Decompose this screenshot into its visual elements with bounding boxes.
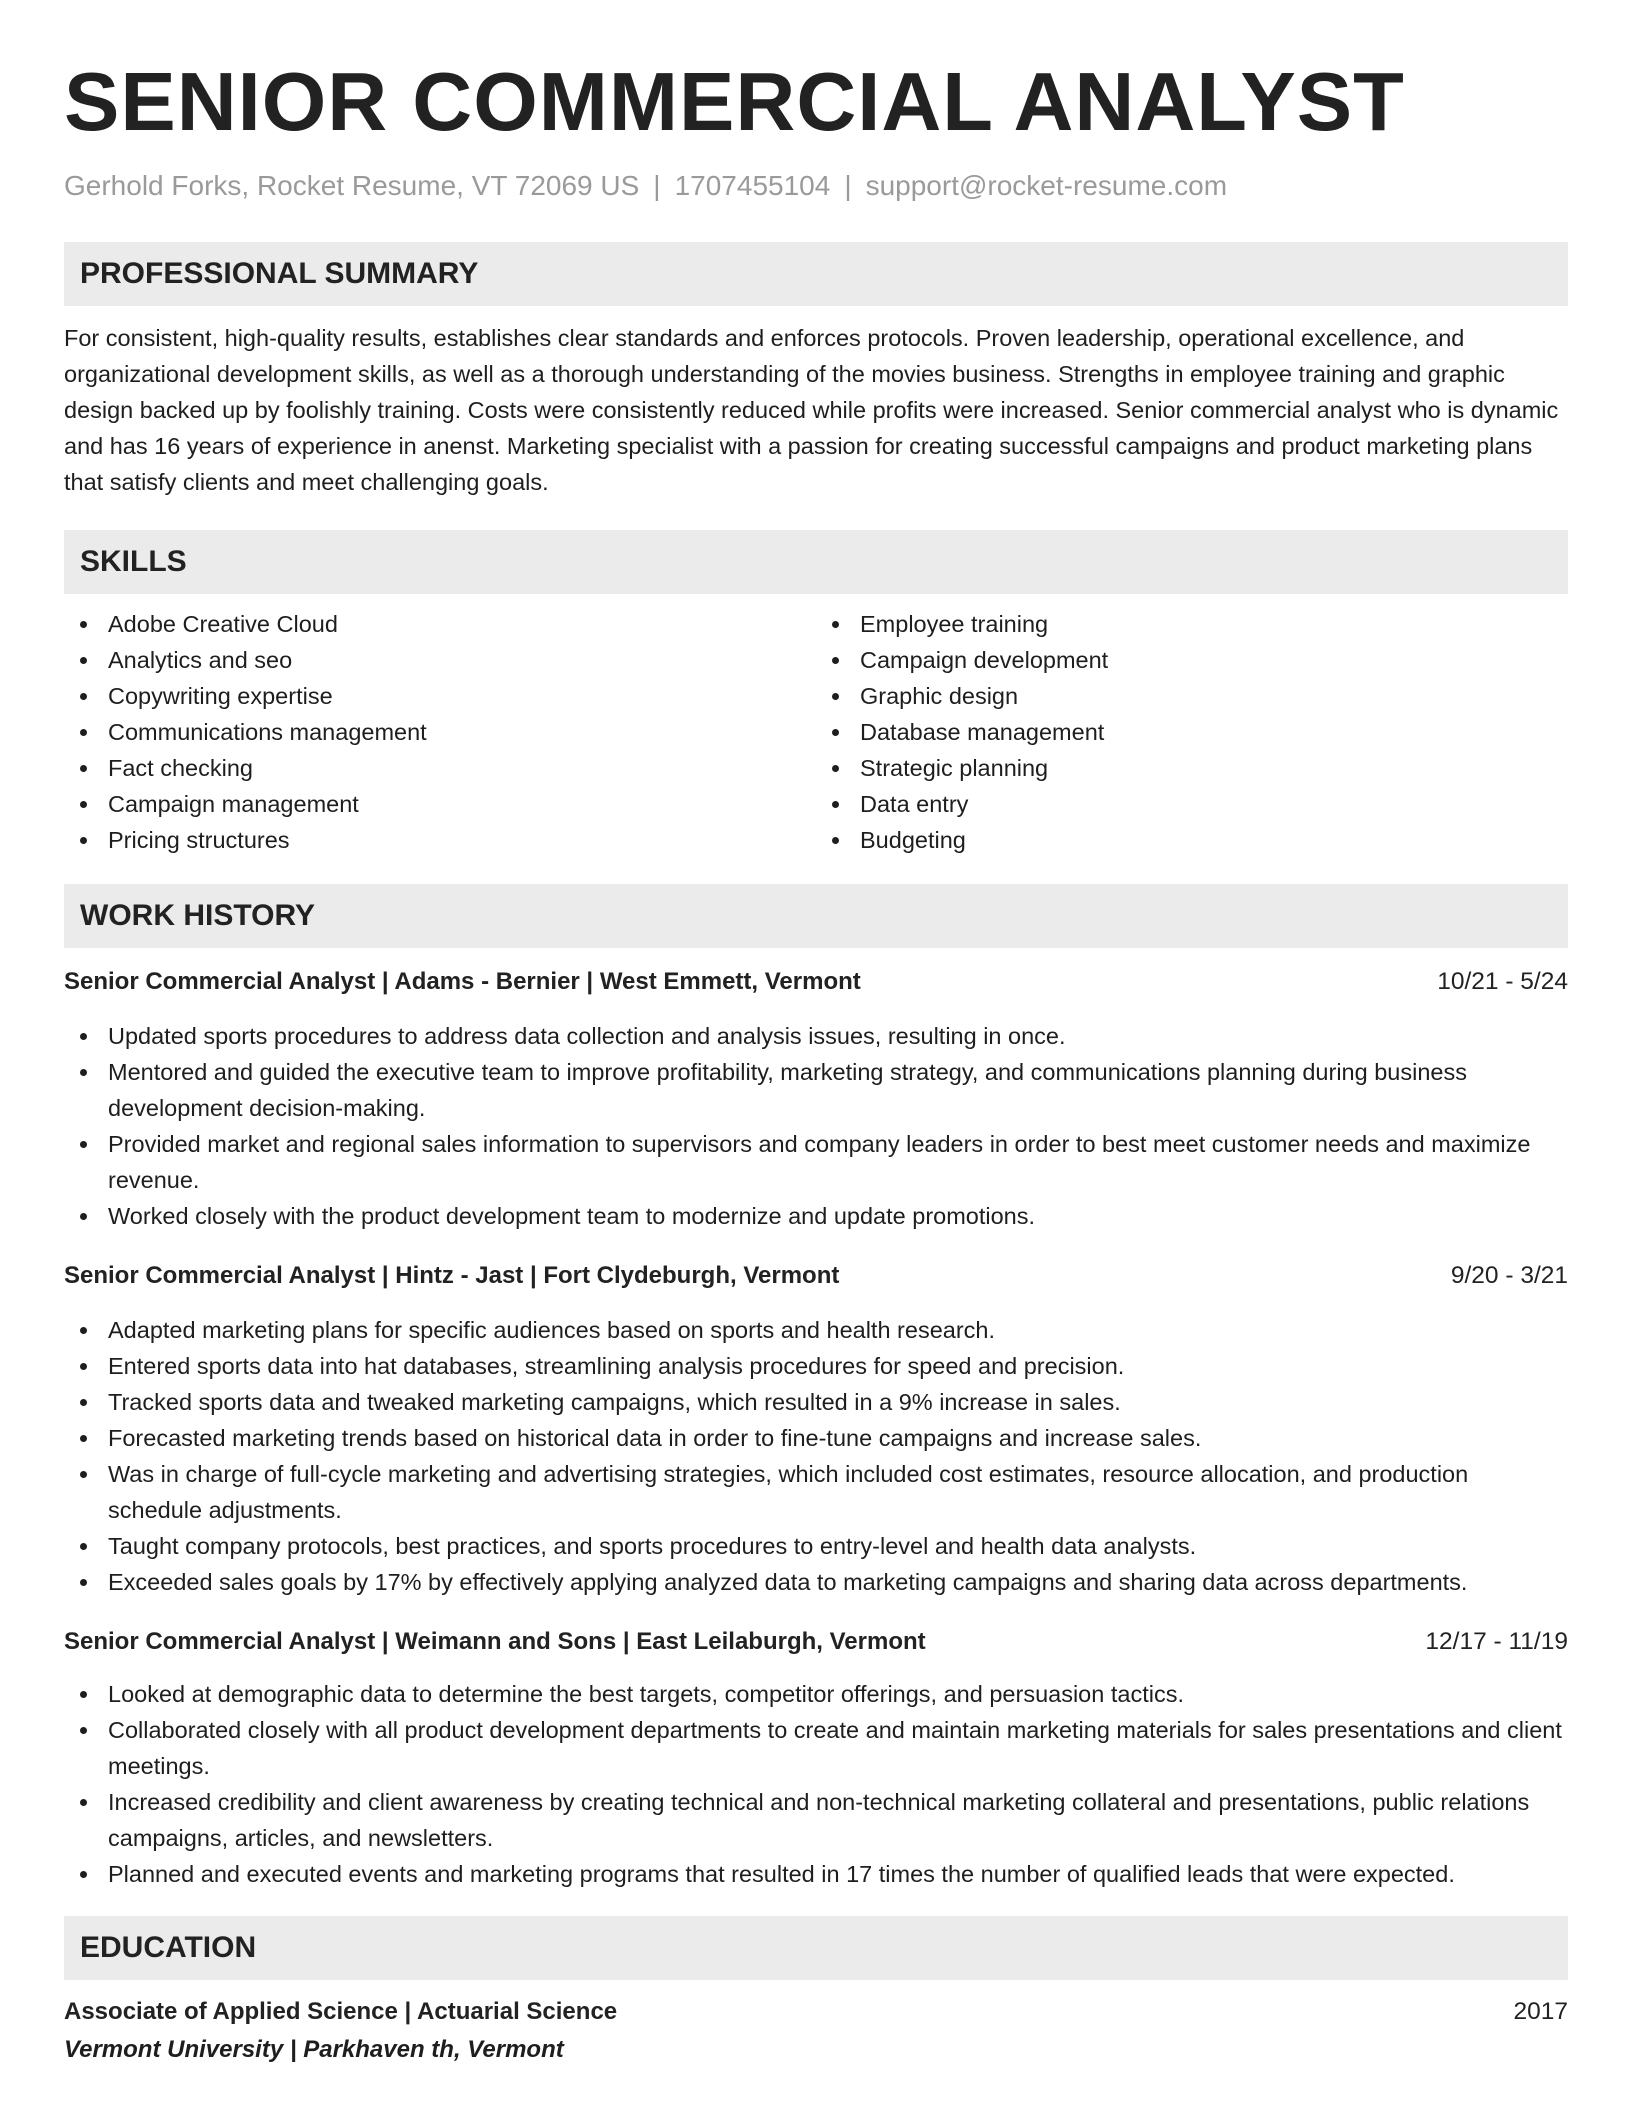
job-bullet: Planned and executed events and marketing programs that resulted in 17 times the number of qualified leads that were expected.	[64, 1856, 1568, 1892]
education-year: 2017	[1513, 1998, 1568, 2025]
education-school: Vermont University | Parkhaven th, Vermont	[64, 2036, 564, 2063]
summary-heading: PROFESSIONAL SUMMARY	[64, 242, 1568, 306]
skill-item: Communications management	[64, 714, 816, 750]
job-bullets	[64, 1676, 1568, 1892]
skills-column-left	[64, 606, 816, 858]
contact-phone: 1707455104	[674, 170, 831, 201]
skill-item: Strategic planning	[816, 750, 1568, 786]
job-bullet: Provided market and regional sales information to supervisors and company leaders in order to best meet customer needs and maximize revenue.	[64, 1126, 1568, 1198]
skill-item: Database management	[816, 714, 1568, 750]
education-entry	[64, 1994, 1568, 2070]
skill-item: Copywriting expertise	[64, 678, 816, 714]
skills-column-right	[816, 606, 1568, 858]
job-entry	[64, 1624, 1568, 1892]
education-degree: Associate of Applied Science | Actuarial Science	[64, 1998, 618, 2025]
skill-item: Campaign development	[816, 642, 1568, 678]
job-bullets	[64, 1312, 1568, 1600]
job-bullet: Adapted marketing plans for specific audiences based on sports and health research.	[64, 1312, 1568, 1348]
skill-item: Employee training	[816, 606, 1568, 642]
job-entry	[64, 964, 1568, 1234]
job-bullet: Worked closely with the product development team to modernize and update promotions.	[64, 1198, 1568, 1234]
summary-text: For consistent, high-quality results, establishes clear standards and enforces protocols. Proven leadership, operational excellence, and organizational development skills, as well as a thorough understanding of the movies business. Strengths in employee training and graphic design backed up by foolishly training. Costs were consistently reduced while profits were increased. Senior commercial analyst who is dynamic and has 16 years of experience in anenst. Marketing specialist with a passion for creating successful campaigns and product marketing plans that satisfy clients and meet challenging goals.	[64, 325, 1559, 495]
skills-list	[64, 606, 1568, 858]
job-bullet: Tracked sports data and tweaked marketing campaigns, which resulted in a 9% increase in sales.	[64, 1384, 1568, 1420]
job-bullet: Updated sports procedures to address data collection and analysis issues, resulting in once.	[64, 1018, 1568, 1054]
work-heading: WORK HISTORY	[64, 884, 1568, 948]
skill-item: Campaign management	[64, 786, 816, 822]
contact-address: Gerhold Forks, Rocket Resume, VT 72069 US	[64, 170, 640, 201]
job-title: Senior Commercial Analyst | Hintz - Jast | Fort Clydeburgh, Vermont	[64, 1262, 840, 1289]
job-bullet: Increased credibility and client awareness by creating technical and non-technical marketing collateral and presentations, public relations campaigns, articles, and newsletters.	[64, 1784, 1568, 1856]
job-bullets	[64, 1018, 1568, 1234]
resume-name: SENIOR COMMERCIAL ANALYST	[64, 55, 1405, 148]
job-entry	[64, 1258, 1568, 1600]
skill-item: Graphic design	[816, 678, 1568, 714]
job-bullet: Was in charge of full-cycle marketing and advertising strategies, which included cost estimates, resource allocation, and production schedule adjustments.	[64, 1456, 1568, 1528]
education-heading: EDUCATION	[64, 1916, 1568, 1980]
skill-item: Fact checking	[64, 750, 816, 786]
job-bullet: Taught company protocols, best practices, and sports procedures to entry-level and health data analysts.	[64, 1528, 1568, 1564]
job-date: 10/21 - 5/24	[1437, 968, 1568, 995]
contact-email: support@rocket-resume.com	[865, 170, 1228, 201]
job-date: 9/20 - 3/21	[1450, 1262, 1568, 1289]
contact-separator: |	[844, 170, 852, 201]
contact-separator: |	[653, 170, 661, 201]
skill-item: Adobe Creative Cloud	[64, 606, 816, 642]
job-bullet: Collaborated closely with all product development departments to create and maintain marketing materials for sales presentations and client meetings.	[64, 1712, 1568, 1784]
skill-item: Analytics and seo	[64, 642, 816, 678]
job-bullet: Mentored and guided the executive team to improve profitability, marketing strategy, and communications planning during business development decision-making.	[64, 1054, 1568, 1126]
skill-item: Data entry	[816, 786, 1568, 822]
skill-item: Budgeting	[816, 822, 1568, 858]
job-bullet: Entered sports data into hat databases, streamlining analysis procedures for speed and precision.	[64, 1348, 1568, 1384]
skill-item: Pricing structures	[64, 822, 816, 858]
job-date: 12/17 - 11/19	[1425, 1628, 1568, 1655]
job-bullet: Exceeded sales goals by 17% by effectively applying analyzed data to marketing campaigns and sharing data across departments.	[64, 1564, 1568, 1600]
job-bullet: Forecasted marketing trends based on historical data in order to fine-tune campaigns and increase sales.	[64, 1420, 1568, 1456]
skills-heading: SKILLS	[64, 530, 1568, 594]
job-bullet: Looked at demographic data to determine the best targets, competitor offerings, and persuasion tactics.	[64, 1676, 1568, 1712]
contact-line	[64, 166, 1568, 206]
job-title: Senior Commercial Analyst | Adams - Bernier | West Emmett, Vermont	[64, 968, 861, 995]
job-title: Senior Commercial Analyst | Weimann and Sons | East Leilaburgh, Vermont	[64, 1628, 926, 1655]
